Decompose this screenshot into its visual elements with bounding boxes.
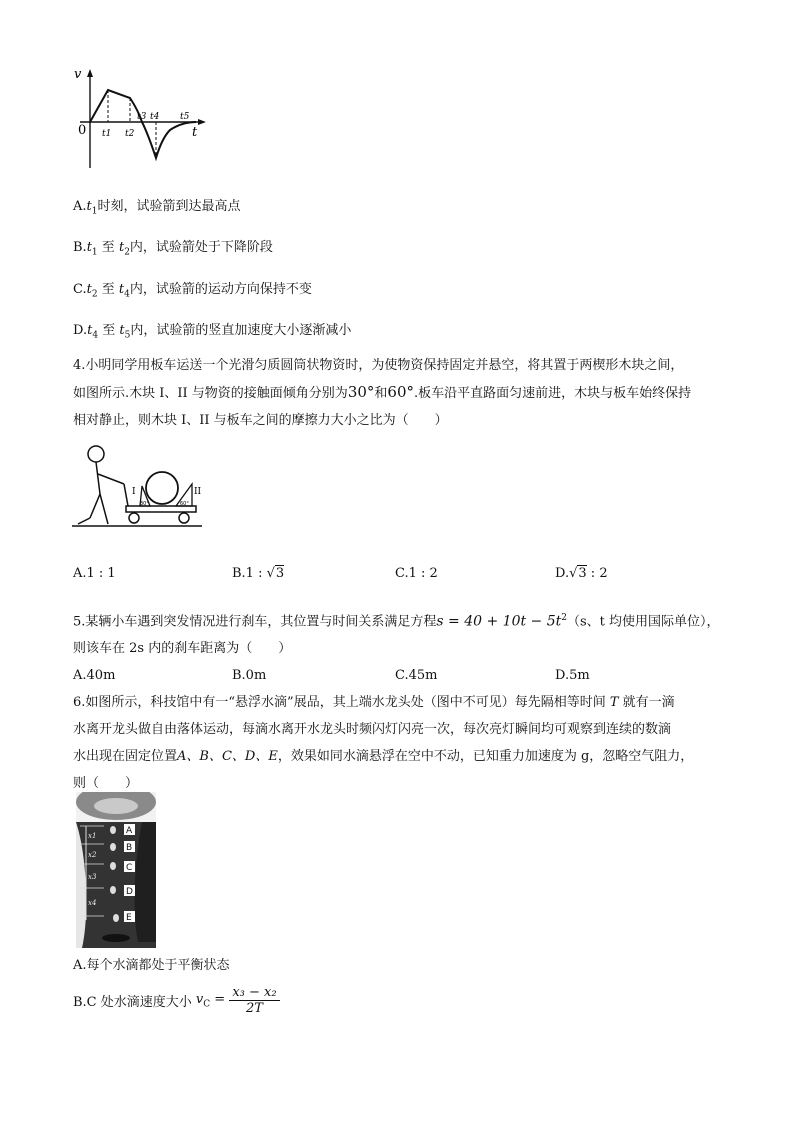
q4-stem: [73, 352, 723, 434]
q3-option-c[interactable]: $C.t_2$ 至 $t_4$内，试验箭的运动方向保持不变: [73, 282, 312, 300]
q5-line-2: 则该车在 2s 内的刹车距离为（ ）: [73, 641, 292, 657]
q6-line-4: 则（ ）: [73, 776, 139, 791]
angle-label-2: 60°: [180, 501, 189, 507]
wedge-label-2: II: [194, 487, 202, 497]
q6-line-2: 水离开龙头做自由落体运动，每滴水离开水龙头时频闪灯闪亮一次，每次亮灯瞬间均可观察到连续的数滴: [73, 722, 672, 737]
graph-origin-label: 0: [78, 123, 87, 138]
q4-line-1: 4.小明同学用板车运送一个光滑匀质圆筒状物资时，为使物资保持固定并悬空，将其置于两楔形木块之间，: [73, 358, 684, 373]
vt-graph: [70, 66, 210, 176]
drop-label-a: A: [126, 826, 133, 836]
q4-line-3: 相对静止，则木块 I、II 与板车之间的摩擦力大小之比为（ ）: [73, 413, 448, 428]
q5-equation: s = 40 + 10t − 5t: [436, 613, 562, 630]
q3-option-a[interactable]: $A.t_1$时刻，试验箭到达最高点: [73, 199, 241, 217]
q4-option-c[interactable]: C.1 : 2: [395, 566, 438, 581]
interval-label-x4: x4: [88, 899, 97, 907]
drop-label-b: B: [126, 843, 133, 853]
interval-label-x2: x2: [88, 851, 97, 859]
angle-label-1: 30°: [140, 501, 149, 507]
q6-option-b[interactable]: B.C 处水滴速度大小 $v_C$ = $\frac{\text{x₃ − x₂}}{2T}$: [73, 985, 280, 1016]
drop-label-c: C: [126, 863, 133, 873]
graph-tick-t5: t5: [180, 112, 190, 122]
interval-label-x1: x1: [88, 832, 97, 840]
q5-option-b[interactable]: B.0m: [232, 668, 267, 683]
graph-tick-t1: t1: [102, 129, 112, 139]
graph-tick-t2: t2: [125, 129, 135, 139]
q4-line-2: 如图所示.木块 I、II 与物资的接触面倾角分别为30°和60°.板车沿平直路面匀速前进，木块与板车始终保持: [73, 383, 692, 401]
drop-label-d: D: [126, 887, 133, 897]
q5-option-c[interactable]: C.45m: [395, 668, 438, 683]
q3-option-b[interactable]: $B.t_1$ 至 $t_2$内，试验箭处于下降阶段: [73, 240, 273, 258]
q3-option-d[interactable]: $D.t_4$ 至 $t_5$内，试验箭的竖直加速度大小逐渐减小: [73, 323, 352, 341]
q4-option-a[interactable]: A.1 : 1: [73, 566, 116, 581]
q6-option-a[interactable]: A.每个水滴都处于平衡状态: [73, 958, 230, 973]
q6-fraction: $\frac{\text{x₃ − x₂}}{2T}$: [229, 985, 279, 1016]
graph-tick-t4: t4: [150, 112, 160, 122]
q4-option-d[interactable]: D.√3 : 2: [555, 566, 608, 581]
interval-label-x3: x3: [88, 873, 97, 881]
q5-option-a[interactable]: A.40m: [73, 668, 116, 683]
q5-line-1: 5.某辆小车遇到突发情况进行刹车，其位置与时间关系满足方程$s = 40 + 10t - 5t^2(s$、t 均使用国际单位），: [73, 613, 720, 630]
q6-line-3: 水出现在固定位置A、B、C、D、E，效果如同水滴悬浮在空中不动，已知重力加速度为 g，忽略空气阻力，: [73, 749, 694, 764]
q4-option-b[interactable]: B.1 : √3: [232, 566, 285, 581]
drop-label-e: E: [126, 913, 132, 923]
graph-tick-t3: t3: [137, 112, 147, 122]
q5-option-d[interactable]: D.5m: [555, 668, 590, 683]
graph-t-label: t: [192, 125, 198, 140]
cart-figure: [72, 440, 208, 532]
water-drop-figure: [76, 792, 156, 948]
q5-stem: [73, 605, 723, 662]
q6-stem: [73, 689, 723, 797]
graph-v-label: v: [74, 67, 82, 82]
q6-line-1: 6.如图所示，科技馆中有一“悬浮水滴”展品，其上端水龙头处（图中不可见）每先隔相等时间 T 就有一滴: [73, 695, 675, 710]
wedge-label-1: I: [132, 487, 136, 497]
